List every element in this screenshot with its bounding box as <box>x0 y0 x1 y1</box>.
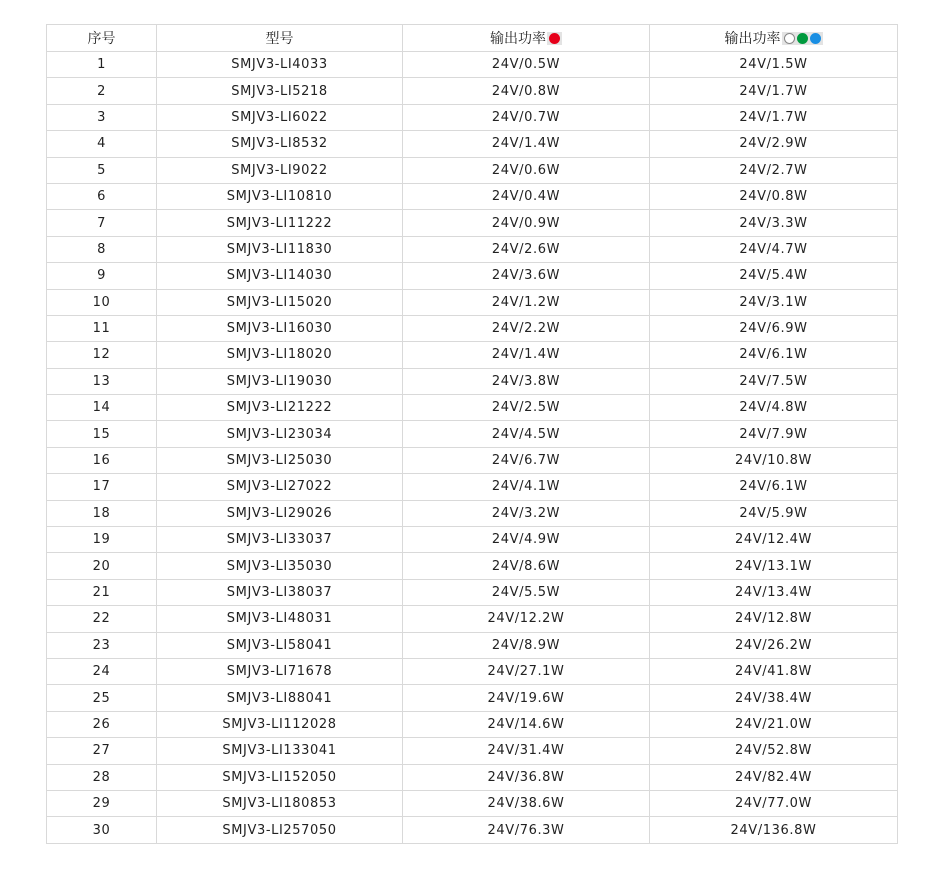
table-row <box>47 183 898 209</box>
cell-model: SMJV3-LI8532 <box>157 131 403 157</box>
cell-power-multi: 24V/3.3W <box>650 210 898 236</box>
cell-index: 21 <box>47 579 157 605</box>
white-dot-icon <box>784 33 795 44</box>
cell-power-multi: 24V/21.0W <box>650 711 898 737</box>
cell-index: 15 <box>47 421 157 447</box>
cell-power-red: 24V/2.2W <box>403 315 650 341</box>
table-row <box>47 131 898 157</box>
cell-power-multi: 24V/2.9W <box>650 131 898 157</box>
cell-power-red: 24V/0.6W <box>403 157 650 183</box>
cell-power-red: 24V/8.6W <box>403 553 650 579</box>
table-row <box>47 263 898 289</box>
cell-power-red: 24V/1.2W <box>403 289 650 315</box>
table-row <box>47 711 898 737</box>
table-row <box>47 658 898 684</box>
cell-index: 17 <box>47 474 157 500</box>
cell-power-red: 24V/4.5W <box>403 421 650 447</box>
cell-model: SMJV3-LI11222 <box>157 210 403 236</box>
cell-power-red: 24V/3.8W <box>403 368 650 394</box>
cell-model: SMJV3-LI16030 <box>157 315 403 341</box>
cell-power-red: 24V/14.6W <box>403 711 650 737</box>
cell-model: SMJV3-LI18020 <box>157 342 403 368</box>
cell-power-multi: 24V/1.7W <box>650 104 898 130</box>
table-row <box>47 738 898 764</box>
cell-index: 9 <box>47 263 157 289</box>
cell-index: 5 <box>47 157 157 183</box>
table-header-row <box>47 25 898 52</box>
cell-model: SMJV3-LI71678 <box>157 658 403 684</box>
table-row <box>47 579 898 605</box>
cell-model: SMJV3-LI48031 <box>157 606 403 632</box>
cell-model: SMJV3-LI9022 <box>157 157 403 183</box>
table-row <box>47 395 898 421</box>
blue-dot-icon <box>810 33 821 44</box>
cell-power-multi: 24V/7.9W <box>650 421 898 447</box>
cell-power-multi: 24V/10.8W <box>650 447 898 473</box>
cell-index: 26 <box>47 711 157 737</box>
cell-index: 23 <box>47 632 157 658</box>
cell-power-red: 24V/3.6W <box>403 263 650 289</box>
cell-power-multi: 24V/1.7W <box>650 78 898 104</box>
green-dot-icon <box>797 33 808 44</box>
header-model: 型号 <box>157 25 403 52</box>
cell-power-multi: 24V/6.1W <box>650 342 898 368</box>
cell-power-red: 24V/0.4W <box>403 183 650 209</box>
table-row <box>47 236 898 262</box>
red-legend <box>547 32 562 45</box>
cell-power-multi: 24V/13.1W <box>650 553 898 579</box>
cell-power-multi: 24V/4.7W <box>650 236 898 262</box>
table-row <box>47 421 898 447</box>
cell-index: 8 <box>47 236 157 262</box>
table-row <box>47 368 898 394</box>
cell-power-multi: 24V/2.7W <box>650 157 898 183</box>
cell-power-red: 24V/1.4W <box>403 131 650 157</box>
cell-index: 7 <box>47 210 157 236</box>
cell-power-multi: 24V/26.2W <box>650 632 898 658</box>
cell-power-red: 24V/1.4W <box>403 342 650 368</box>
cell-index: 29 <box>47 790 157 816</box>
cell-index: 13 <box>47 368 157 394</box>
header-power-multi <box>650 25 898 52</box>
cell-power-multi: 24V/7.5W <box>650 368 898 394</box>
cell-model: SMJV3-LI180853 <box>157 790 403 816</box>
cell-power-multi: 24V/13.4W <box>650 579 898 605</box>
cell-model: SMJV3-LI33037 <box>157 527 403 553</box>
cell-power-red: 24V/5.5W <box>403 579 650 605</box>
cell-model: SMJV3-LI152050 <box>157 764 403 790</box>
cell-index: 14 <box>47 395 157 421</box>
cell-power-multi: 24V/1.5W <box>650 52 898 78</box>
cell-power-multi: 24V/5.4W <box>650 263 898 289</box>
cell-index: 20 <box>47 553 157 579</box>
cell-model: SMJV3-LI257050 <box>157 817 403 843</box>
cell-power-multi: 24V/3.1W <box>650 289 898 315</box>
cell-power-red: 24V/19.6W <box>403 685 650 711</box>
cell-model: SMJV3-LI11830 <box>157 236 403 262</box>
cell-model: SMJV3-LI29026 <box>157 500 403 526</box>
cell-model: SMJV3-LI10810 <box>157 183 403 209</box>
cell-index: 2 <box>47 78 157 104</box>
cell-index: 16 <box>47 447 157 473</box>
header-power-multi-label: 输出功率 <box>724 31 781 47</box>
spec-table-container <box>46 24 898 844</box>
table-row <box>47 315 898 341</box>
cell-power-multi: 24V/41.8W <box>650 658 898 684</box>
cell-index: 1 <box>47 52 157 78</box>
cell-power-red: 24V/3.2W <box>403 500 650 526</box>
cell-index: 25 <box>47 685 157 711</box>
table-row <box>47 157 898 183</box>
table-row <box>47 632 898 658</box>
cell-model: SMJV3-LI38037 <box>157 579 403 605</box>
cell-power-red: 24V/8.9W <box>403 632 650 658</box>
cell-power-multi: 24V/12.4W <box>650 527 898 553</box>
cell-power-multi: 24V/5.9W <box>650 500 898 526</box>
cell-power-multi: 24V/0.8W <box>650 183 898 209</box>
cell-index: 10 <box>47 289 157 315</box>
cell-model: SMJV3-LI25030 <box>157 447 403 473</box>
cell-power-multi: 24V/52.8W <box>650 738 898 764</box>
cell-model: SMJV3-LI19030 <box>157 368 403 394</box>
table-row <box>47 606 898 632</box>
cell-power-multi: 24V/82.4W <box>650 764 898 790</box>
cell-power-multi: 24V/38.4W <box>650 685 898 711</box>
cell-power-red: 24V/12.2W <box>403 606 650 632</box>
cell-power-red: 24V/27.1W <box>403 658 650 684</box>
cell-power-multi: 24V/6.1W <box>650 474 898 500</box>
cell-power-red: 24V/38.6W <box>403 790 650 816</box>
cell-index: 19 <box>47 527 157 553</box>
cell-index: 3 <box>47 104 157 130</box>
cell-power-red: 24V/76.3W <box>403 817 650 843</box>
cell-index: 12 <box>47 342 157 368</box>
cell-model: SMJV3-LI88041 <box>157 685 403 711</box>
table-row <box>47 790 898 816</box>
cell-model: SMJV3-LI5218 <box>157 78 403 104</box>
cell-model: SMJV3-LI27022 <box>157 474 403 500</box>
cell-power-red: 24V/4.1W <box>403 474 650 500</box>
table-row <box>47 78 898 104</box>
table-row <box>47 474 898 500</box>
table-row <box>47 210 898 236</box>
table-row <box>47 817 898 843</box>
power-spec-table <box>46 24 898 844</box>
cell-power-multi: 24V/12.8W <box>650 606 898 632</box>
table-row <box>47 527 898 553</box>
table-row <box>47 447 898 473</box>
cell-power-red: 24V/2.5W <box>403 395 650 421</box>
header-power-red-label: 输出功率 <box>490 31 546 47</box>
cell-model: SMJV3-LI6022 <box>157 104 403 130</box>
cell-model: SMJV3-LI21222 <box>157 395 403 421</box>
cell-power-multi: 24V/136.8W <box>650 817 898 843</box>
table-row <box>47 764 898 790</box>
cell-index: 22 <box>47 606 157 632</box>
cell-index: 30 <box>47 817 157 843</box>
table-row <box>47 104 898 130</box>
cell-model: SMJV3-LI15020 <box>157 289 403 315</box>
cell-power-red: 24V/31.4W <box>403 738 650 764</box>
cell-power-red: 24V/0.8W <box>403 78 650 104</box>
table-row <box>47 500 898 526</box>
cell-model: SMJV3-LI112028 <box>157 711 403 737</box>
table-row <box>47 289 898 315</box>
table-row <box>47 685 898 711</box>
cell-model: SMJV3-LI23034 <box>157 421 403 447</box>
cell-index: 24 <box>47 658 157 684</box>
cell-power-red: 24V/0.9W <box>403 210 650 236</box>
cell-model: SMJV3-LI4033 <box>157 52 403 78</box>
cell-power-red: 24V/0.7W <box>403 104 650 130</box>
cell-index: 6 <box>47 183 157 209</box>
cell-model: SMJV3-LI133041 <box>157 738 403 764</box>
cell-power-red: 24V/2.6W <box>403 236 650 262</box>
cell-power-red: 24V/36.8W <box>403 764 650 790</box>
cell-power-multi: 24V/4.8W <box>650 395 898 421</box>
table-row <box>47 342 898 368</box>
cell-index: 18 <box>47 500 157 526</box>
cell-model: SMJV3-LI58041 <box>157 632 403 658</box>
cell-power-red: 24V/6.7W <box>403 447 650 473</box>
header-index: 序号 <box>47 25 157 52</box>
cell-index: 4 <box>47 131 157 157</box>
cell-model: SMJV3-LI14030 <box>157 263 403 289</box>
cell-power-red: 24V/4.9W <box>403 527 650 553</box>
multi-color-legend <box>782 32 823 45</box>
cell-power-multi: 24V/77.0W <box>650 790 898 816</box>
cell-index: 28 <box>47 764 157 790</box>
cell-model: SMJV3-LI35030 <box>157 553 403 579</box>
cell-power-red: 24V/0.5W <box>403 52 650 78</box>
header-power-red <box>403 25 650 52</box>
table-row <box>47 52 898 78</box>
red-dot-icon <box>549 33 560 44</box>
table-row <box>47 553 898 579</box>
cell-index: 27 <box>47 738 157 764</box>
cell-index: 11 <box>47 315 157 341</box>
cell-power-multi: 24V/6.9W <box>650 315 898 341</box>
